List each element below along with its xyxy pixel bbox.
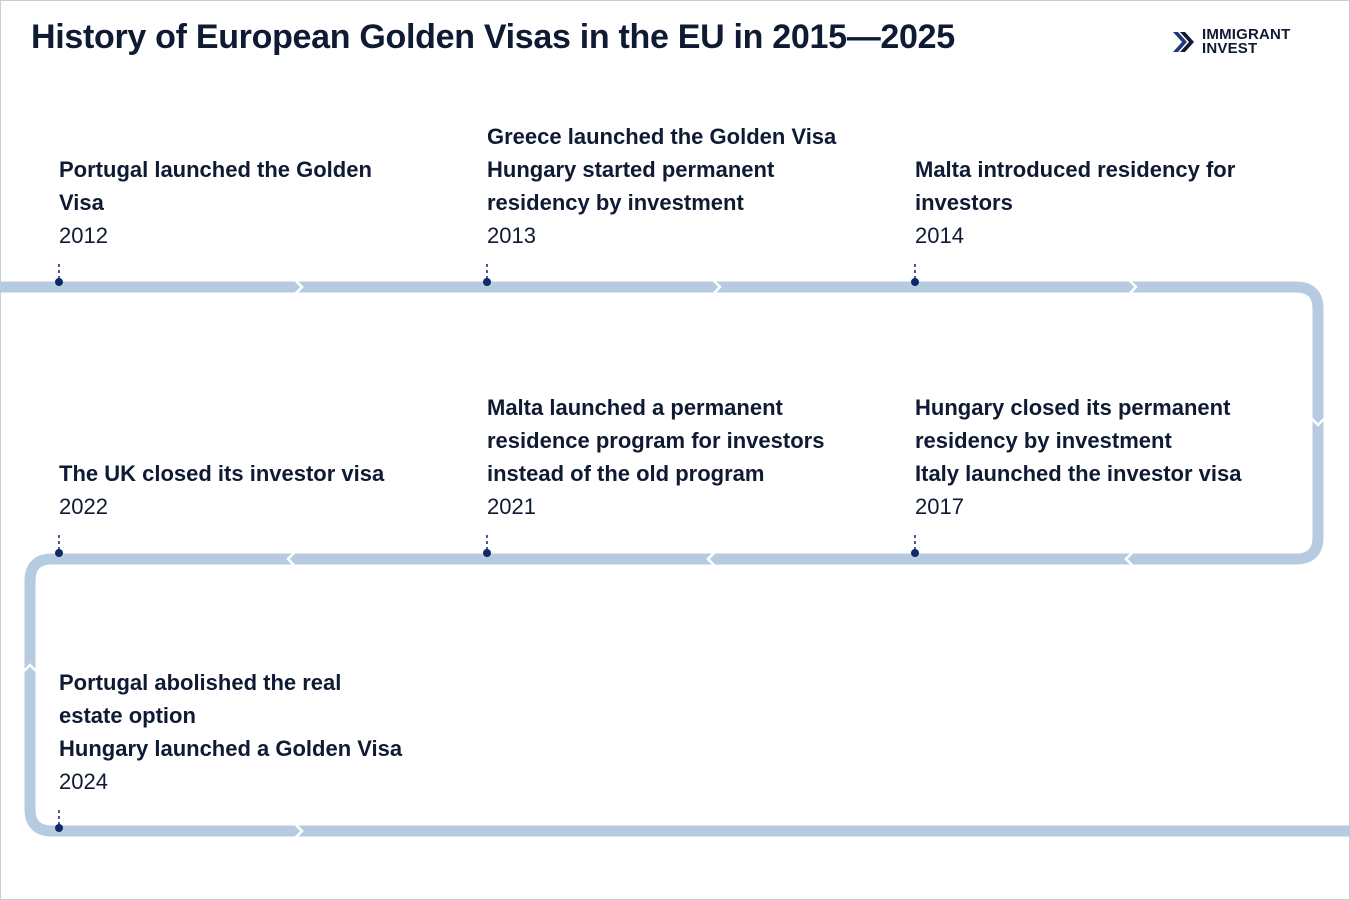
event-line: residence program for investors [487,428,825,453]
event-year: 2013 [487,223,536,248]
event-line: Visa [59,190,104,215]
event-description [487,120,887,219]
event-year: 2024 [59,769,108,794]
event-line: Malta launched a permanent [487,395,783,420]
event-description [915,391,1315,490]
event-year: 2022 [59,494,108,519]
event-year: 2014 [915,223,964,248]
event-2013 [487,120,887,252]
event-description [915,153,1305,219]
event-marker-2012 [55,264,63,286]
event-line: The UK closed its investor visa [59,461,385,486]
event-line: Hungary closed its permanent [915,395,1231,420]
event-year: 2012 [59,223,108,248]
event-2024 [59,666,459,798]
event-2021 [487,391,887,523]
event-line: Portugal abolished the real [59,670,342,695]
event-line: investors [915,190,1013,215]
event-marker-2021 [483,535,491,557]
event-line: Malta introduced residency for [915,157,1236,182]
event-description [59,153,449,219]
event-2022 [59,457,449,523]
event-line: Greece launched the Golden Visa [487,124,837,149]
event-2017 [915,391,1315,523]
logo-line-2: INVEST [1202,40,1258,57]
event-2014 [915,153,1305,252]
event-marker-2022 [55,535,63,557]
page-title: History of European Golden Visas in the EU in 2015—2025 [31,18,955,56]
event-line: Italy launched the investor visa [915,461,1242,486]
event-line: Hungary launched a Golden Visa [59,736,403,761]
event-year: 2021 [487,494,536,519]
event-year: 2017 [915,494,964,519]
event-description [487,391,887,490]
event-marker-2013 [483,264,491,286]
logo-line-1: IMMIGRANT [1202,26,1291,43]
event-marker-2024 [55,810,63,832]
event-line: Hungary started permanent [487,157,775,182]
event-marker-2014 [911,264,919,286]
event-description [59,457,449,490]
event-marker-2017 [911,535,919,557]
event-line: instead of the old program [487,461,765,486]
event-line: estate option [59,703,196,728]
event-line: residency by investment [487,190,744,215]
event-description [59,666,459,765]
event-2012 [59,153,449,252]
event-line: residency by investment [915,428,1172,453]
event-line: Portugal launched the Golden [59,157,372,182]
